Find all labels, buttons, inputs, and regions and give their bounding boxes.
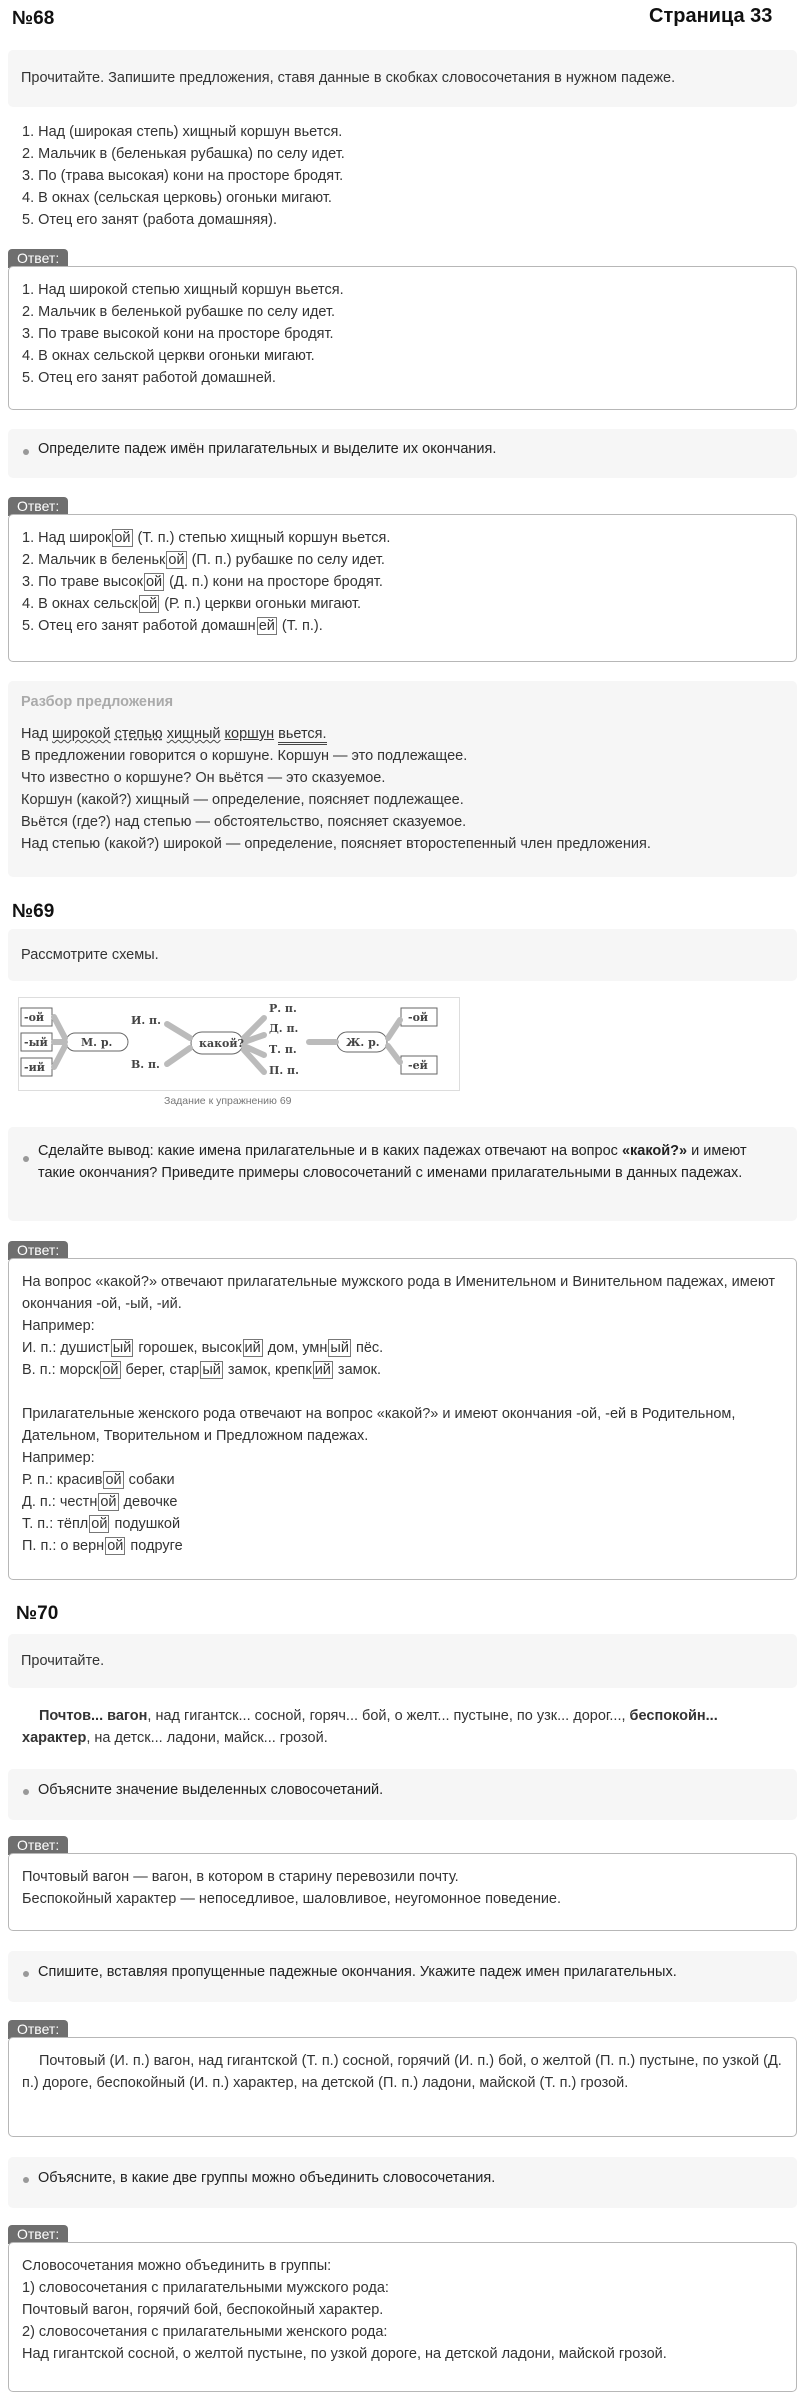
exercise-heading-68: №68 <box>12 8 55 29</box>
case-genitive: Р. п. <box>269 1002 297 1015</box>
case-instrumental: Т. п. <box>269 1043 297 1056</box>
ending-highlight: ей <box>258 618 275 634</box>
question-box-70-2 <box>8 1951 797 2002</box>
example-fem: П. п.: о верн ой подруге <box>22 1538 183 1554</box>
gender-feminine: Ж. р. <box>346 1036 380 1049</box>
answer-line: 5. Отец его занят работой домашней. <box>22 370 276 386</box>
highlighted-phrase: Почтов... вагон <box>39 1708 148 1724</box>
ending-highlight: ой <box>107 1538 124 1554</box>
parse-line: Над степью (какой?) широкой — определение, поясняет второстепенный член предложения. <box>21 836 651 852</box>
answer-line: 4. В окнах сельск ой (Р. п.) церкви огоньки мигают. <box>22 596 362 612</box>
ending-m-iy: -ий <box>24 1061 45 1074</box>
parse-line: Что известно о коршуне? Он вьётся — это сказуемое. <box>21 770 386 786</box>
answer-line: 1) словосочетания с прилагательными мужского рода: <box>22 2280 389 2296</box>
task-box-70 <box>8 1634 797 1688</box>
ending-highlight: ой <box>100 1494 117 1510</box>
ending-highlight: ой <box>168 552 185 568</box>
answer-line: 3. По траве высокой кони на просторе бродят. <box>22 326 334 342</box>
sentence-list-68 <box>22 121 345 231</box>
question-text: Объясните значение выделенных словосочетаний. <box>38 1782 384 1798</box>
answer-paragraph: Почтовый (И. п.) вагон, над гигантской (Т. п.) сосной, горячий (И. п.) бой, о желтой (П. п.) пустыне, по узкой (Д. п.) дороге, беспокойный (И. п.) характер, на детской (П. п.) ладони, майской (Т. п.) грозой. <box>22 2053 782 2091</box>
answer-line: 2. Мальчик в беленькой рубашке по селу идет. <box>22 304 336 320</box>
question-text: Определите падеж имён прилагательных и выделите их окончания. <box>38 441 497 457</box>
answer-tab: Ответ: <box>8 2020 68 2039</box>
ending-highlight: ой <box>145 574 163 590</box>
parsed-sentence: Над широкой степью хищный коршун вьется. <box>21 723 784 745</box>
answer-line: 2) словосочетания с прилагательными женского рода: <box>22 2324 388 2340</box>
ending-highlight: ый <box>202 1362 221 1378</box>
predicate-word: вьется. <box>278 726 326 745</box>
answer-line: 5. Отец его занят работой домашн ей (Т. п.). <box>22 618 323 634</box>
adverbial-word: степью <box>114 726 163 742</box>
ending-highlight: ой <box>105 1472 122 1488</box>
ending-highlight: ой <box>114 530 131 546</box>
list-item: 4. В окнах (сельская церковь) огоньки мигают. <box>22 190 332 206</box>
answer-line: 2. Мальчик в беленьк ой (П. п.) рубашке по селу идет. <box>22 552 385 568</box>
example-fem: Д. п.: честн ой девочке <box>22 1494 178 1510</box>
subject-word: коршун <box>224 726 275 742</box>
answer-paragraph: На вопрос «какой?» отвечают прилагательные мужского рода в Именительном и Винительном падежах, имеют окончания -ой, -ый, -ий. <box>22 1274 776 1312</box>
answer-line: Словосочетания можно объединить в группы: <box>22 2258 332 2274</box>
parse-title: Разбор предложения <box>21 694 174 710</box>
answer-tab: Ответ: <box>8 1241 68 1260</box>
question-kakoy: какой? <box>199 1037 244 1050</box>
exercise-heading-70: №70 <box>16 1603 59 1624</box>
case-dative: Д. п. <box>269 1022 299 1035</box>
question-emphasis: «какой?» <box>621 1143 688 1159</box>
ending-highlight: ий <box>314 1362 331 1378</box>
answer-box <box>8 2242 797 2392</box>
case-accusative: В. п. <box>131 1058 160 1071</box>
answer-line: Почтовый вагон, горячий бой, беспокойный характер. <box>22 2302 384 2318</box>
ending-f-ey: -ей <box>408 1059 428 1072</box>
answer-paragraph: Прилагательные женского рода отвечают на вопрос «какой?» и имеют окончания -ой, -ей в Родительном, Дательном, Творительном и Предложном падежах. <box>22 1406 736 1444</box>
case-ending-scheme <box>18 997 460 1091</box>
answer-line: Почтовый вагон — вагон, в котором в старину перевозили почту. <box>22 1869 459 1885</box>
exercise-heading-69: №69 <box>12 901 55 922</box>
ending-highlight: ой <box>91 1516 108 1532</box>
answer-line: 1. Над широкой степью хищный коршун вьется. <box>22 282 344 298</box>
scheme-caption: Задание к упражнению 69 <box>164 1095 292 1107</box>
ending-highlight: ой <box>141 596 158 612</box>
ending-m-oy: -ой <box>24 1011 45 1024</box>
ending-highlight: ой <box>102 1362 119 1378</box>
answer-box <box>8 514 797 662</box>
task-text: Рассмотрите схемы. <box>21 947 159 963</box>
task-text: Прочитайте. <box>21 1653 105 1669</box>
answer-line: 3. По траве высок ой (Д. п.) кони на просторе бродят. <box>22 574 383 590</box>
answer-line: Например: <box>22 1450 95 1466</box>
parse-line: В предложении говорится о коршуне. Коршун — это подлежащее. <box>21 748 468 764</box>
ending-highlight: ый <box>330 1340 349 1356</box>
task-box-69 <box>8 929 797 981</box>
answer-box <box>8 266 797 410</box>
question-text: Объясните, в какие две группы можно объединить словосочетания. <box>38 2170 496 2186</box>
answer-box <box>8 2037 797 2137</box>
answer-line: Над гигантской сосной, о желтой пустыне, по узкой дороге, на детской ладони, майской грозой. <box>22 2346 667 2362</box>
answer-tab: Ответ: <box>8 249 68 268</box>
answer-line: 1. Над широк ой (Т. п.) степью хищный коршун вьется. <box>22 530 391 546</box>
example-masc-nom: И. п.: душист ый горошек, высок ий дом, умн ый пёс. <box>22 1340 384 1356</box>
example-masc-acc: В. п.: морск ой берег, стар ый замок, крепк ий замок. <box>22 1362 382 1378</box>
task-text: Прочитайте. Запишите предложения, ставя данные в скобках словосочетания в нужном падеже. <box>21 70 676 86</box>
parse-line: Коршун (какой?) хищный — определение, поясняет подлежащее. <box>21 792 464 808</box>
answer-tab: Ответ: <box>8 497 68 516</box>
case-prepositional: П. п. <box>269 1064 299 1077</box>
question-box-68 <box>8 429 797 478</box>
example-fem: Т. п.: тёпл ой подушкой <box>22 1516 181 1532</box>
list-item: 5. Отец его занят (работа домашняя). <box>22 212 277 228</box>
list-item: 2. Мальчик в (беленькая рубашка) по селу идет. <box>22 146 345 162</box>
attribute-word: хищный <box>166 726 221 742</box>
page-number: Страница 33 <box>649 5 773 27</box>
answer-line: Беспокойный характер — непоседливое, шаловливое, неугомонное поведение. <box>22 1891 562 1907</box>
parse-line: Вьётся (где?) над степью — обстоятельство, поясняет сказуемое. <box>21 814 467 830</box>
answer-line: 4. В окнах сельской церкви огоньки мигают. <box>22 348 315 364</box>
answer-box <box>8 1853 797 1931</box>
case-nominative: И. п. <box>131 1014 161 1027</box>
question-box-70-1 <box>8 1769 797 1820</box>
gender-masculine: М. р. <box>81 1036 113 1049</box>
attribute-word: широкой <box>52 726 111 742</box>
ending-f-oy: -ой <box>408 1011 429 1024</box>
answer-tab: Ответ: <box>8 2225 68 2244</box>
ending-highlight: ий <box>244 1340 261 1356</box>
sentence-parse-box <box>8 681 797 877</box>
ending-highlight: ый <box>112 1340 132 1356</box>
example-fem: Р. п.: красив ой собаки <box>22 1472 175 1488</box>
question-box-70-3 <box>8 2157 797 2208</box>
task-box-68 <box>8 50 797 107</box>
answer-line: Например: <box>22 1318 95 1334</box>
question-box-69: Сделайте вывод: какие имена прилагательные и в каких падежах отвечают на вопрос «какой?» и имеют такие окончания? Приведите примеры словосочетаний с именами прилагательными в данных падежах. <box>8 1127 797 1221</box>
ending-m-yy: -ый <box>24 1036 48 1049</box>
list-item: 3. По (трава высокая) кони на просторе бродят. <box>22 168 344 184</box>
highlighted-phrase: беспокойн... характер <box>22 1708 718 1746</box>
question-text: Спишите, вставляя пропущенные падежные окончания. Укажите падеж имен прилагательных. <box>38 1964 677 1980</box>
answer-box <box>8 1258 797 1580</box>
exercise-text-70: Почтов... вагон, над гигантск... сосной, горяч... бой, о желт... пустыне, по узк... дорог..., беспокойн... характер, на детск... ладони, майск... грозой. <box>22 1708 718 1746</box>
answer-tab: Ответ: <box>8 1836 68 1855</box>
list-item: 1. Над (широкая степь) хищный коршун вьется. <box>22 124 343 140</box>
